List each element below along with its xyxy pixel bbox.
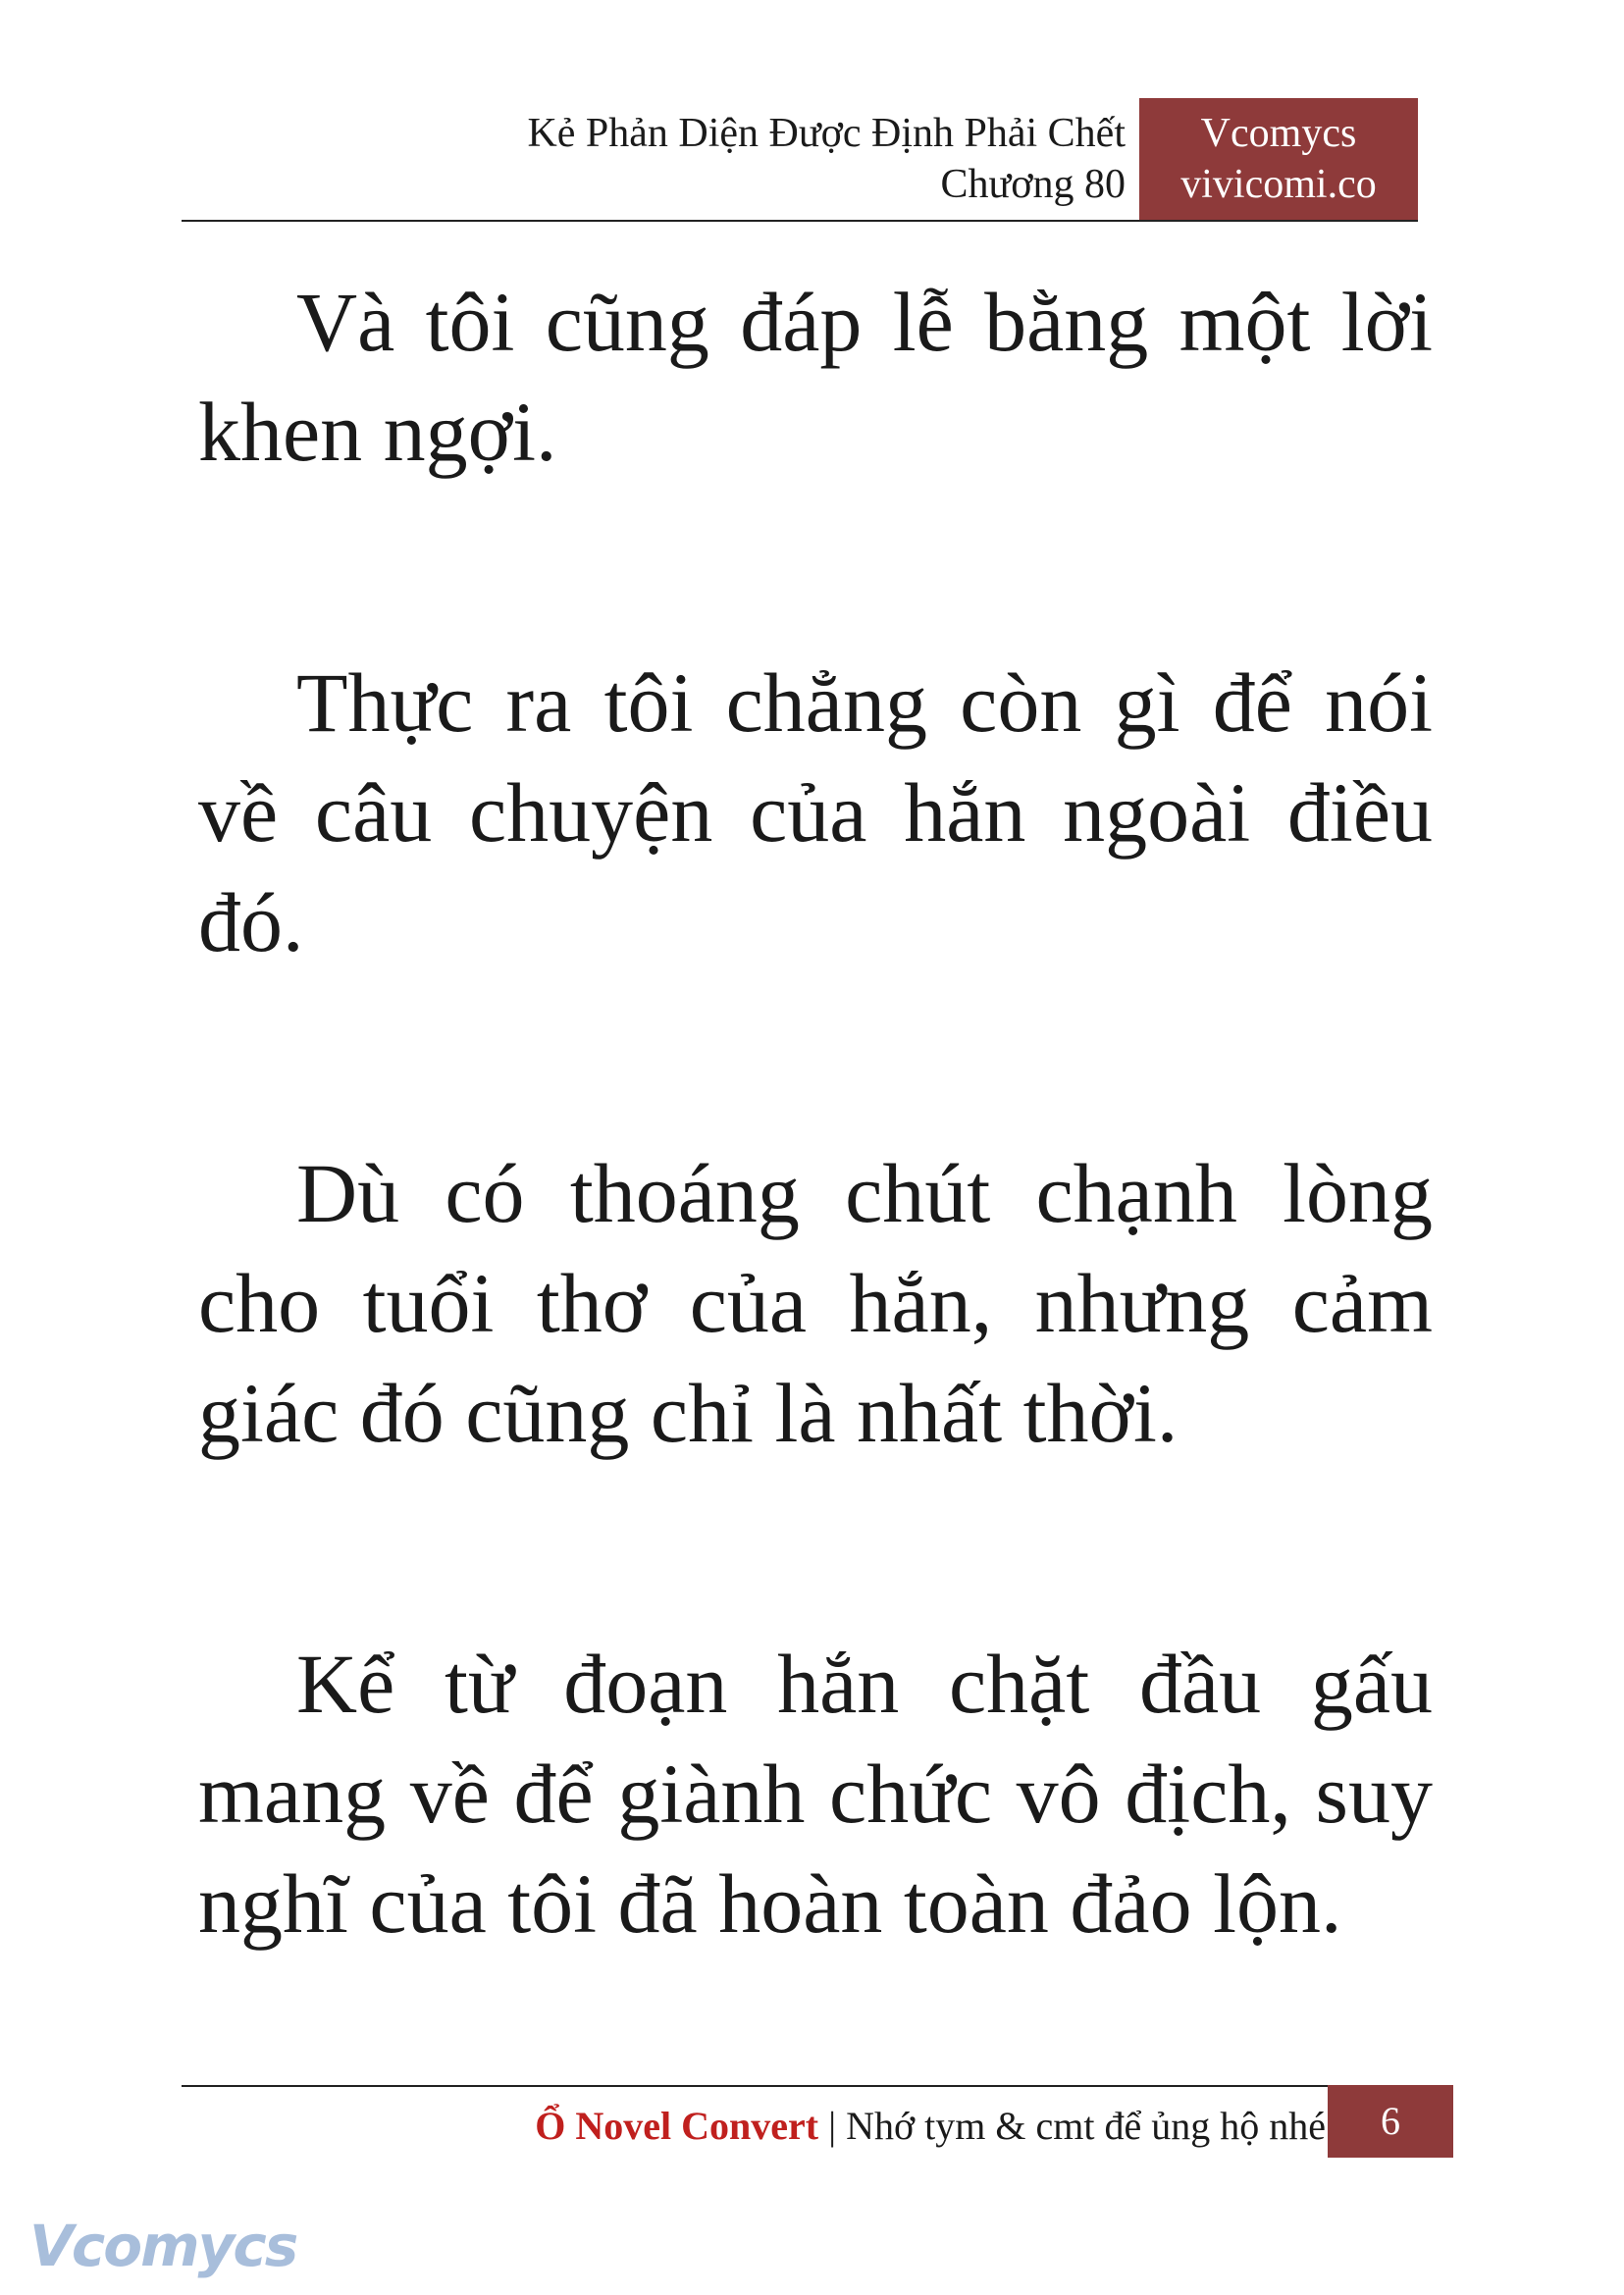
footer-note: Nhớ tym & cmt để ủng hộ nhé <box>846 2104 1326 2148</box>
footer-text <box>535 2099 1326 2154</box>
page-header <box>182 98 1418 222</box>
brand-name: Vcomycs <box>1200 111 1357 156</box>
footer-brand: Ổ Novel Convert <box>535 2104 819 2148</box>
header-divider <box>182 220 1418 222</box>
chapter-content <box>198 267 1433 2119</box>
page-footer <box>182 2085 1453 2162</box>
paragraph-3: Dù có thoáng chút chạnh lòng cho tuổi thơ của hắn, nhưng cảm giác đó cũng chỉ là nhất thời. <box>198 1146 1433 1460</box>
page-number: 6 <box>1328 2085 1453 2158</box>
chapter-label: Chương 80 <box>940 162 1126 207</box>
header-brand-box <box>1139 98 1418 220</box>
footer-divider <box>182 2085 1453 2087</box>
paragraph-4: Kể từ đoạn hắn chặt đầu gấu mang về để giành chức vô địch, suy nghĩ của tôi đã hoàn toàn đảo lộn. <box>198 1637 1433 1951</box>
paragraph-2: Thực ra tôi chẳng còn gì để nói về câu chuyện của hắn ngoài điều đó. <box>198 655 1433 969</box>
book-title: Kẻ Phản Diện Được Định Phải Chết <box>527 111 1126 156</box>
brand-site: vivicomi.co <box>1180 162 1377 207</box>
paragraph-1: Và tôi cũng đáp lễ bằng một lời khen ngợi. <box>198 275 1433 479</box>
header-title-block <box>527 108 1126 210</box>
footer-separator: | <box>828 2104 837 2148</box>
watermark-logo: Vcomycs <box>29 2213 297 2279</box>
